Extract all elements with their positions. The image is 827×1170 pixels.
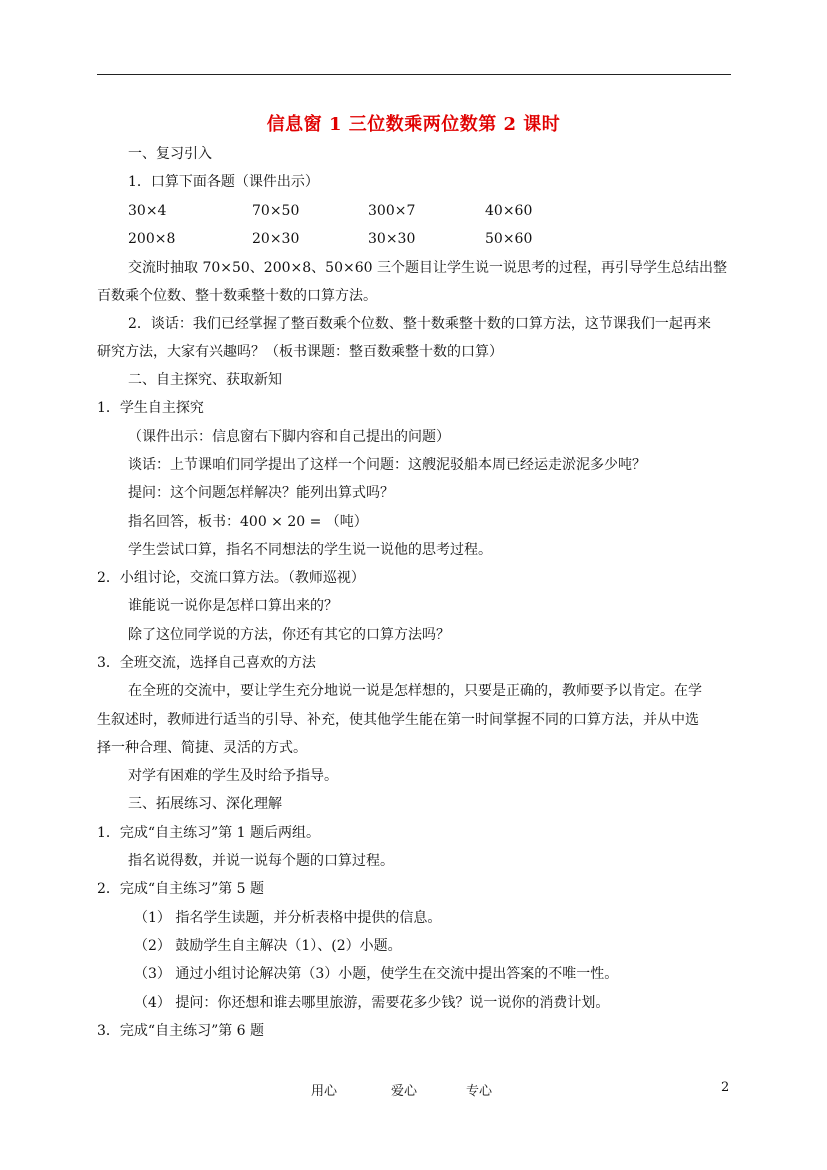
exercise-item: 30×4 (128, 203, 167, 219)
text-line: （2） 鼓励学生自主解决（1）、(2）小题。 (134, 938, 402, 954)
text-line: 百数乘个位数、整十数乘整十数的口算方法。 (97, 288, 377, 304)
text-line: （3） 通过小组讨论解决第（3）小题，使学生在交流中提出答案的不唯一性。 (134, 966, 619, 982)
text-line: 交流时抽取 70×50、200×8、50×60 三个题目让学生说一说思考的过程，再引导学生总结出整 (128, 260, 727, 276)
text-line: 提问：这个问题怎样解决？能列出算式吗？ (128, 485, 394, 501)
section-heading-2: 二、自主探究、获取新知 (128, 372, 282, 388)
text-line: 3．全班交流，选择自己喜欢的方法 (97, 655, 316, 671)
text-line: （课件出示：信息窗右下脚内容和自己提出的问题） (128, 429, 450, 445)
page-number: 2 (721, 1080, 730, 1095)
text-line: 指名说得数，并说一说每个题的口算过程。 (128, 853, 394, 869)
text-line: （4） 提问：你还想和谁去哪里旅游，需要花多少钱？说一说你的消费计划。 (134, 995, 610, 1011)
footer-motto: 爱心 (391, 1084, 418, 1099)
text-line: 研究方法，大家有兴趣吗？（板书课题：整百数乘整十数的口算） (97, 344, 503, 360)
text-line: 1．学生自主探究 (97, 400, 204, 416)
section-heading-1: 一、复习引入 (128, 146, 212, 162)
text-line: （1） 指名学生读题，并分析表格中提供的信息。 (134, 910, 442, 926)
text-line: 谈话：上节课咱们同学提出了这样一个问题：这艘泥驳船本周已经运走淤泥多少吨？ (128, 457, 646, 473)
footer-motto: 专心 (466, 1084, 493, 1099)
section-heading-3: 三、拓展练习、深化理解 (128, 796, 282, 812)
exercise-item: 300×7 (368, 203, 416, 219)
text-line: 在全班的交流中，要让学生充分地说一说是怎样想的，只要是正确的，教师要予以肯定。在学 (128, 683, 702, 699)
footer-motto: 用心 (311, 1084, 338, 1099)
text-line: 2．完成“自主练习”第 5 题 (97, 881, 265, 897)
text-line: 学生尝试口算，指名不同想法的学生说一说他的思考过程。 (128, 542, 492, 558)
text-line: 1．口算下面各题（课件出示） (128, 174, 319, 190)
text-line: 对学有困难的学生及时给予指导。 (128, 768, 338, 784)
exercise-item: 30×30 (368, 231, 416, 247)
text-line: 除了这位同学说的方法，你还有其它的口算方法吗？ (128, 627, 450, 643)
exercise-item: 200×8 (128, 231, 176, 247)
text-line: 1．完成“自主练习”第 1 题后两组。 (97, 825, 321, 841)
text-line: 生叙述时，教师进行适当的引导、补充，使其他学生能在第一时间掌握不同的口算方法，并从中选 (97, 712, 699, 728)
text-line: 3．完成“自主练习”第 6 题 (97, 1023, 265, 1039)
text-line: 2．小组讨论，交流口算方法。（教师巡视） (97, 570, 365, 586)
exercise-item: 20×30 (252, 231, 300, 247)
text-line: 择一种合理、简捷、灵活的方式。 (97, 740, 307, 756)
exercise-item: 40×60 (485, 203, 533, 219)
text-line: 2．谈话：我们已经掌握了整百数乘个位数、整十数乘整十数的口算方法，这节课我们一起再来 (128, 316, 711, 332)
exercise-item: 70×50 (252, 203, 300, 219)
text-line: 谁能说一说你是怎样口算出来的？ (128, 598, 338, 614)
text-line: 指名回答，板书：400 × 20 = （吨） (128, 514, 368, 530)
exercise-item: 50×60 (485, 231, 533, 247)
document-title: 信息窗 1 三位数乘两位数第 2 课时 (266, 114, 561, 135)
header-rule (97, 74, 731, 75)
